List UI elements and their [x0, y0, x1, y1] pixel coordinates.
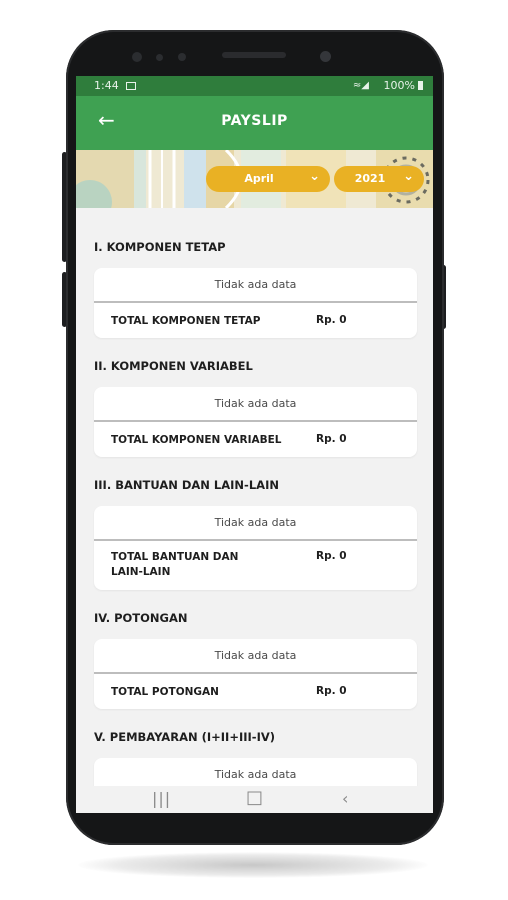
month-value: April: [244, 172, 274, 185]
sensor-dot: [156, 54, 163, 61]
empty-state-text: Tidak ada data: [214, 649, 297, 662]
header-banner: [76, 150, 433, 208]
divider: [94, 539, 417, 541]
payslip-content: [76, 208, 433, 786]
divider: [94, 420, 417, 422]
phone-shadow: [78, 852, 428, 878]
total-label: TOTAL KOMPONEN TETAP: [111, 315, 261, 327]
battery-icon: [418, 81, 423, 90]
total-value: Rp. 0: [316, 685, 347, 697]
total-value: Rp. 0: [316, 433, 347, 445]
section-card: [94, 758, 417, 786]
month-dropdown[interactable]: [206, 166, 330, 192]
total-label: TOTAL POTONGAN: [111, 686, 219, 698]
chevron-down-icon: ⌄: [403, 169, 414, 184]
total-label: LAIN-LAIN: [111, 566, 171, 578]
section-card: [94, 639, 417, 709]
total-label: TOTAL BANTUAN DAN: [111, 551, 239, 563]
total-label: TOTAL KOMPONEN VARIABEL: [111, 434, 282, 446]
sensor-dot: [132, 52, 142, 62]
front-camera: [320, 51, 331, 62]
empty-state-text: Tidak ada data: [214, 516, 297, 529]
section-title: III. BANTUAN DAN LAIN-LAIN: [94, 478, 279, 492]
earpiece-speaker: [222, 52, 286, 58]
app-bar: [76, 96, 433, 150]
arrow-left-icon[interactable]: ←: [98, 108, 115, 132]
gallery-notification-icon: [126, 82, 136, 90]
empty-state-text: Tidak ada data: [214, 278, 297, 291]
section-card: [94, 506, 417, 590]
section-card: [94, 268, 417, 338]
section-title: I. KOMPONEN TETAP: [94, 240, 226, 254]
back-chevron-icon[interactable]: ‹: [342, 789, 349, 808]
system-nav-bar: [76, 786, 433, 813]
page-title: PAYSLIP: [221, 113, 288, 129]
screen: [76, 76, 433, 813]
divider: [94, 301, 417, 303]
section-title: II. KOMPONEN VARIABEL: [94, 359, 253, 373]
year-value: 2021: [354, 172, 386, 185]
status-bar: [76, 76, 433, 96]
battery-percent: 100%: [383, 79, 415, 92]
section-title: IV. POTONGAN: [94, 611, 188, 625]
section-title: V. PEMBAYARAN (I+II+III-IV): [94, 730, 276, 744]
recents-icon[interactable]: |||: [152, 789, 172, 808]
home-icon[interactable]: □: [246, 787, 264, 808]
section-card: [94, 387, 417, 457]
chevron-down-icon: ⌄: [309, 169, 320, 184]
status-time: 1:44: [94, 79, 119, 92]
divider: [94, 672, 417, 674]
sensor-dot: [178, 53, 186, 61]
empty-state-text: Tidak ada data: [214, 397, 297, 410]
signal-icon: ≈◢: [352, 80, 369, 91]
empty-state-text: Tidak ada data: [214, 768, 297, 781]
total-value: Rp. 0: [316, 550, 347, 562]
year-dropdown[interactable]: [334, 166, 424, 192]
total-value: Rp. 0: [316, 314, 347, 326]
